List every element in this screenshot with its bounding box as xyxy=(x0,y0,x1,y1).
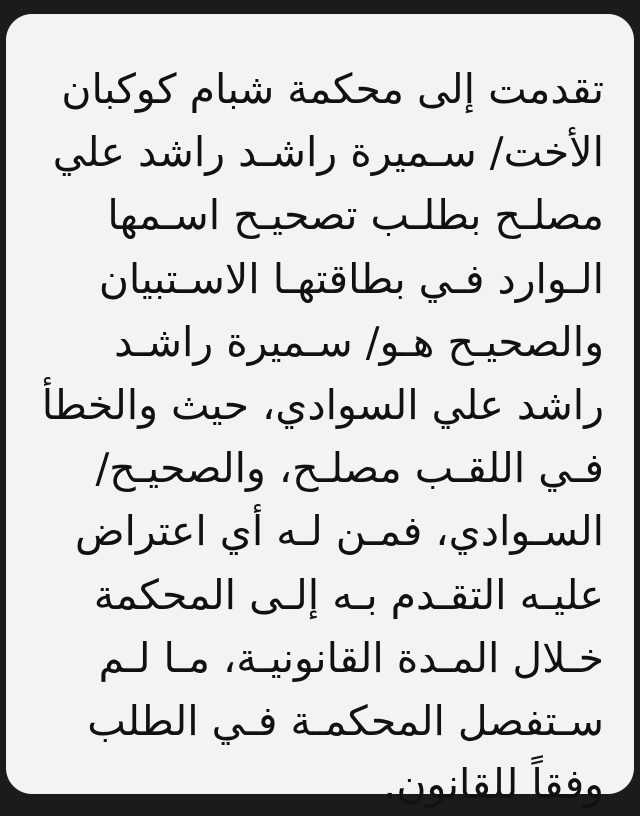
notice-line: فـي اللقـب مصلـح، والصحيـح/ xyxy=(95,444,604,493)
notice-line: السـوادي، فمـن لـه أي اعتراض xyxy=(74,507,604,556)
notice-line: وفقاً للقانون. xyxy=(383,760,604,809)
notice-line: خـلال المـدة القانونيـة، مـا لـم xyxy=(98,633,604,682)
notice-line: تقدمت إلى محكمة شبام كوكبان xyxy=(61,65,604,113)
notice-line: عليـه التقـدم بـه إلـى المحكمة xyxy=(93,570,604,619)
notice-line: راشد علي السوادي، حيث والخطأ xyxy=(41,381,604,430)
notice-line: والصحيـح هـو/ سـميرة راشـد xyxy=(114,317,604,366)
notice-text xyxy=(40,58,604,816)
notice-line: الأخت/ سـميرة راشـد راشد علي xyxy=(52,128,604,177)
notice-line: سـتفصل المحكمـة فـي الطلب xyxy=(87,697,604,746)
notice-card xyxy=(6,14,634,809)
notice-line: مصلـح بطلـب تصحيـح اسـمها xyxy=(107,191,604,240)
notice-line: الـوارد فـي بطاقتهـا الاسـتبيان xyxy=(98,254,604,303)
